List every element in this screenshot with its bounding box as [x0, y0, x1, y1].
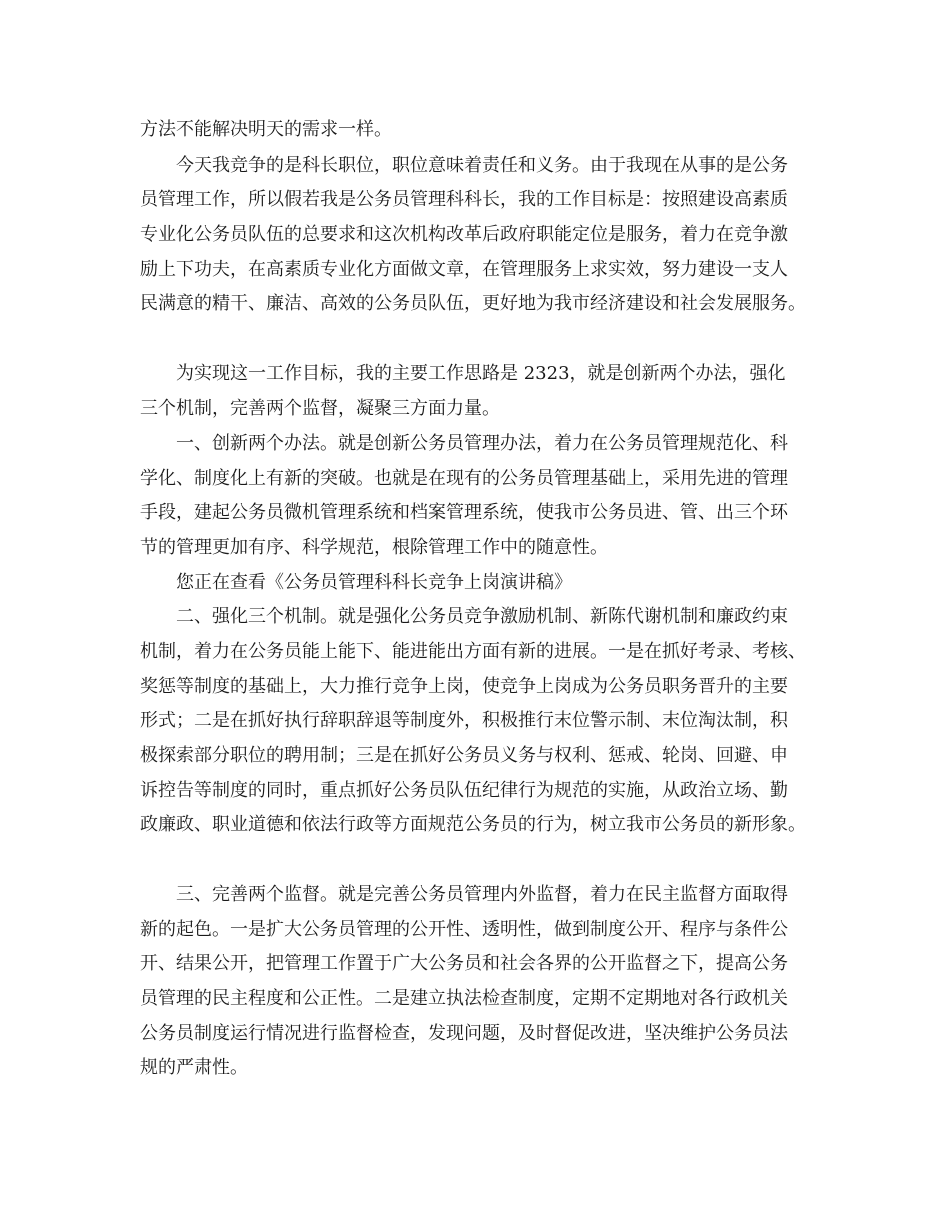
text-line: 专业化公务员队伍的总要求和这次机构改革后政府职能定位是服务，着力在竞争激 — [140, 224, 788, 245]
text-line: 学化、制度化上有新的突破。也就是在现有的公务员管理基础上，采用先进的管理 — [140, 468, 788, 489]
viewing-notice: 您正在查看《公务员管理科科长竞争上岗演讲稿》 — [176, 572, 572, 593]
text-line: 新的起色。一是扩大公务员管理的公开性、透明性，做到制度公开、程序与条件公 — [140, 919, 788, 940]
paragraph-first-line: 二、强化三个机制。就是强化公务员竞争激励机制、新陈代谢机制和廉政约束 — [176, 606, 788, 627]
text-line: 奖惩等制度的基础上，大力推行竞争上岗，使竞争上岗成为公务员职务晋升的主要 — [140, 676, 788, 697]
paragraph-first-line: 今天我竞争的是科长职位，职位意味着责任和义务。由于我现在从事的是公务 — [176, 155, 788, 176]
text-line: 励上下功夫，在高素质专业化方面做文章，在管理服务上求实效，努力建设一支人 — [140, 259, 788, 280]
text-line: 员管理的民主程度和公正性。二是建立执法检查制度，定期不定期地对各行政机关 — [140, 988, 788, 1009]
text-line: 民满意的精干、廉洁、高效的公务员队伍，更好地为我市经济建设和社会发展服务。 — [140, 293, 806, 314]
text-line: 方法不能解决明天的需求一样。 — [140, 119, 392, 140]
text-line: 员管理工作，所以假若我是公务员管理科科长，我的工作目标是：按照建设高素质 — [140, 189, 788, 210]
text-line: 手段，建起公务员微机管理系统和档案管理系统，使我市公务员进、管、出三个环 — [140, 502, 788, 523]
text-line: 开、结果公开，把管理工作置于广大公务员和社会各界的公开监督之下，提高公务 — [140, 953, 788, 974]
text-line: 规的严肃性。 — [140, 1057, 248, 1078]
paragraph-first-line: 为实现这一工作目标，我的主要工作思路是 2323，就是创新两个办法，强化 — [176, 363, 786, 384]
paragraph-first-line: 三、完善两个监督。就是完善公务员管理内外监督，着力在民主监督方面取得 — [176, 884, 788, 905]
text-line: 公务员制度运行情况进行监督检查，发现问题，及时督促改进，坚决维护公务员法 — [140, 1023, 788, 1044]
text-line: 形式；二是在抓好执行辞职辞退等制度外，积极推行末位警示制、末位淘汰制，积 — [140, 710, 788, 731]
text-line: 节的管理更加有序、科学规范，根除管理工作中的随意性。 — [140, 537, 608, 558]
text-line: 三个机制，完善两个监督，凝聚三方面力量。 — [140, 398, 500, 419]
text-line: 机制，着力在公务员能上能下、能进能出方面有新的进展。一是在抓好考录、考核、 — [140, 641, 806, 662]
paragraph-first-line: 一、创新两个办法。就是创新公务员管理办法，着力在公务员管理规范化、科 — [176, 433, 788, 454]
text-line: 政廉政、职业道德和依法行政等方面规范公务员的行为，树立我市公务员的新形象。 — [140, 814, 806, 835]
text-line: 诉控告等制度的同时，重点抓好公务员队伍纪律行为规范的实施，从政治立场、勤 — [140, 780, 788, 801]
text-line: 极探索部分职位的聘用制；三是在抓好公务员义务与权利、惩戒、轮岗、回避、申 — [140, 745, 788, 766]
